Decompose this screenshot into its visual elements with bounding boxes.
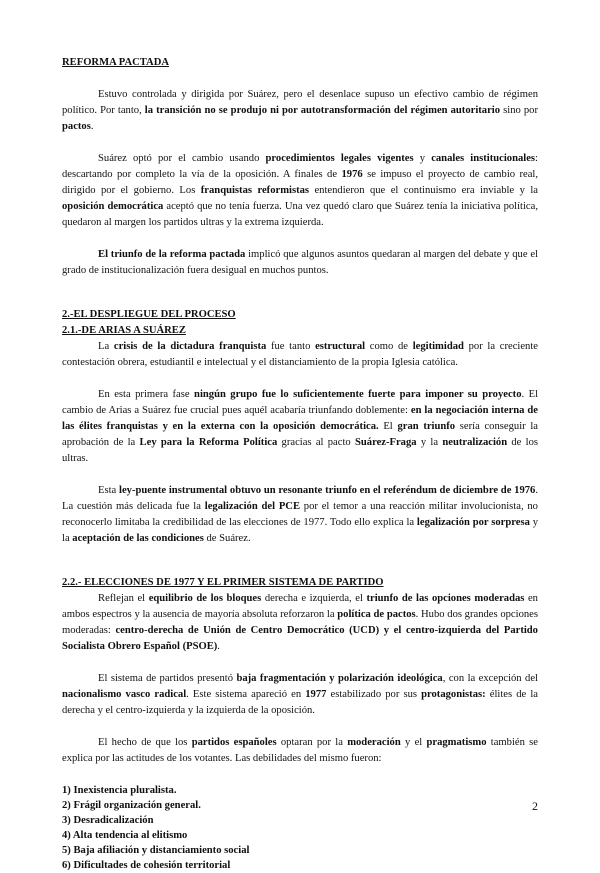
- heading-reforma-pactada: REFORMA PACTADA: [62, 57, 170, 68]
- paragraph-9: El hecho de que los partidos españoles optaran por la moderación y el pragmatismo también se explica por las actitudes de los votantes. Las debilidades del mismo fueron:: [62, 737, 538, 764]
- paragraph-7: Reflejan el equilibrio de los bloques derecha e izquierda, el triunfo de las opciones moderadas en ambos espectros y la ausencia de mayoría absoluta reforzaron la política de pactos. Hubo dos grandes opciones moderadas: centro-derecha de Unión de Centro Democrático (UCD) y el centro-izquierda del Partido Socialista Obrero Español (PSOE).: [62, 593, 538, 652]
- list-item: 5) Baja afiliación y distanciamiento social: [62, 845, 250, 856]
- paragraph-5: En esta primera fase ningún grupo fue lo suficientemente fuerte para imponer su proyecto. El cambio de Arias a Suárez fue crucial pues aquél acabaría triunfando doblemente: en la negociación interna de las élites franquistas y en la externa con la oposición democrática. El gran triunfo sería conseguir la aprobación de la Ley para la Reforma Política gracias al pacto Suárez-Fraga y la neutralización de los ultras.: [62, 389, 539, 464]
- paragraph-6: Esta ley-puente instrumental obtuvo un resonante triunfo en el referéndum de diciembre de 1976. La cuestión más delicada fue la legalización del PCE por el temor a una reacción militar involucionista, no reconocerlo limitaba la credibilidad de las elecciones de 1977. Todo ello explica la legalización por sorpresa y la aceptación de las condiciones de Suárez.: [62, 485, 539, 544]
- heading-despliegue-proceso: 2.-EL DESPLIEGUE DEL PROCESO: [62, 309, 236, 320]
- page-number: 2: [532, 799, 538, 813]
- heading-elecciones-1977: 2.2.- ELECCIONES DE 1977 Y EL PRIMER SISTEMA DE PARTIDO: [62, 577, 384, 588]
- list-item: 2) Frágil organización general.: [62, 800, 201, 811]
- list-item: 1) Inexistencia pluralista.: [62, 785, 177, 796]
- heading-arias-suarez: 2.1.-DE ARIAS A SUÁREZ: [62, 325, 186, 336]
- paragraph-1: Estuvo controlada y dirigida por Suárez, pero el desenlace supuso un efectivo cambio de régimen político. Por tanto, la transición no se produjo ni por autotransformación del régimen autoritario sino por pactos.: [62, 89, 538, 132]
- list-item: 4) Alta tendencia al elitismo: [62, 830, 188, 841]
- list-item: 6) Dificultades de cohesión territorial: [62, 860, 231, 871]
- paragraph-4: La crisis de la dictadura franquista fue tanto estructural como de legitimidad por la creciente contestación obrera, estudiantil e intelectual y el distanciamiento de la propia Iglesia católica.: [62, 341, 538, 368]
- paragraph-2: Suárez optó por el cambio usando procedimientos legales vigentes y canales institucionales: descartando por completo la vía de la oposición. A finales de 1976 se impuso el proyecto de cambio real, dirigido por el gobierno. Los franquistas reformistas entendieron que el continuismo era inviable y la oposición democrática aceptó que no tenía fuerza. Una vez quedó claro que Suárez tenía la iniciativa política, quedaron al margen los partidos ultras y la extrema izquierda.: [62, 153, 538, 228]
- paragraph-8: El sistema de partidos presentó baja fragmentación y polarización ideológica, con la excepción del nacionalismo vasco radical. Este sistema apareció en 1977 estabilizado por sus protagonistas: élites de la derecha y el centro-izquierda y la izquierda de la oposición.: [62, 673, 538, 716]
- paragraph-3: El triunfo de la reforma pactada implicó que algunos asuntos quedaran al margen del debate y que el grado de institucionalización fuera desigual en muchos puntos.: [62, 249, 538, 276]
- list-item: 3) Desradicalización: [62, 815, 154, 826]
- weaknesses-list: [62, 783, 538, 873]
